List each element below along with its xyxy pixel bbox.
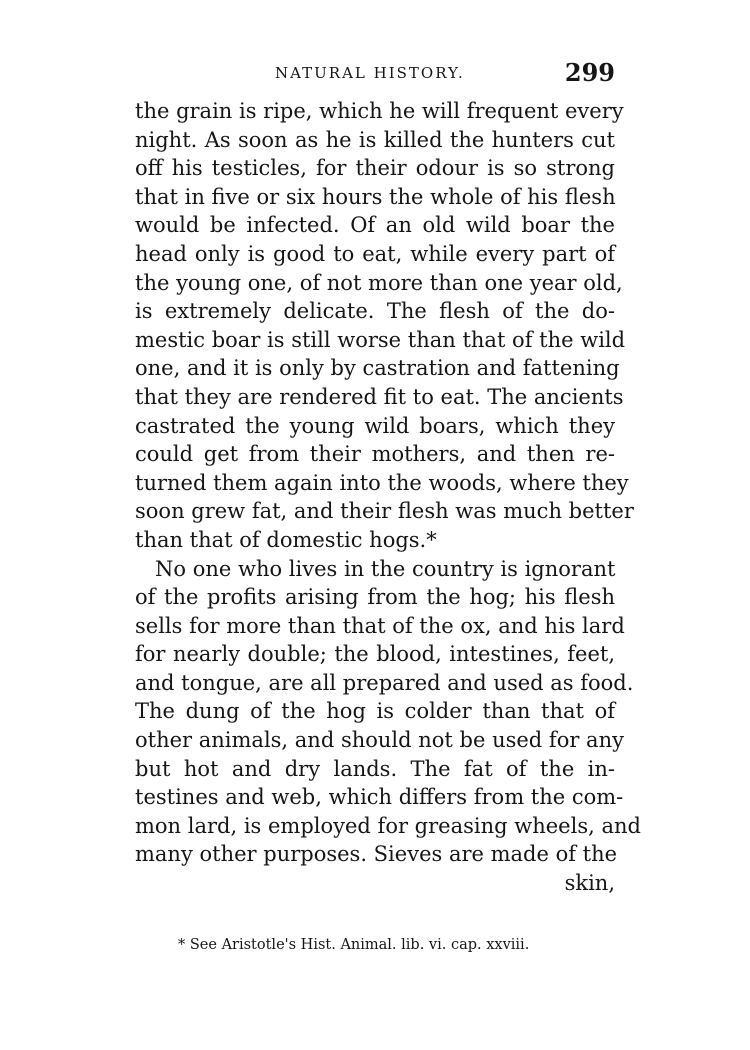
text-line: testines and web, which differs from the com- (135, 785, 624, 810)
catchword: skin, (564, 871, 615, 896)
text-line: and tongue, are all prepared and used as food. (135, 670, 634, 695)
text-line: night. As soon as he is killed the hunters cut (135, 127, 615, 152)
body-text (135, 97, 641, 898)
text-line: that they are rendered fit to eat. The ancients (135, 384, 624, 409)
text-line: off his testicles, for their odour is so strong (135, 156, 615, 181)
text-line: turned them again into the woods, where they (135, 470, 629, 495)
text-line: other animals, and should not be used for any (135, 728, 624, 753)
text-line: could get from their mothers, and then re- (135, 442, 615, 467)
text-line: the young one, of not more than one year old, (135, 270, 623, 295)
text-line: of the profits arising from the hog; his flesh (135, 585, 615, 610)
text-line: than that of domestic hogs.* (135, 527, 437, 552)
text-line: mon lard, is employed for greasing wheels, and (135, 813, 641, 838)
text-line: would be infected. Of an old wild boar the (135, 213, 615, 238)
text-line: head only is good to eat, while every part of (135, 241, 615, 266)
text-line: No one who lives in the country is ignorant (155, 556, 616, 581)
text-line: but hot and dry lands. The fat of the in- (135, 756, 615, 781)
text-line: mestic boar is still worse than that of the wild (135, 327, 626, 352)
text-line: The dung of the hog is colder than that of (135, 699, 615, 724)
text-line: castrated the young wild boars, which they (135, 413, 615, 438)
text-line: soon grew fat, and their flesh was much better (135, 499, 634, 524)
text-line: sells for more than that of the ox, and his lard (135, 613, 625, 638)
running-title: NATURAL HISTORY. (275, 64, 465, 82)
text-line: many other purposes. Sieves are made of the (135, 842, 618, 867)
text-line: that in five or six hours the whole of his flesh (135, 184, 616, 209)
text-line: the grain is ripe, which he will frequent every (135, 99, 624, 123)
page-number: 299 (564, 58, 615, 87)
text-line: is extremely delicate. The flesh of the do- (135, 299, 615, 324)
running-head (135, 58, 615, 88)
footnote: * See Aristotle's Hist. Animal. lib. vi. cap. xxviii. (178, 937, 530, 953)
text-line: one, and it is only by castration and fattening (135, 356, 620, 381)
text-line: for nearly double; the blood, intestines, feet, (135, 642, 615, 667)
